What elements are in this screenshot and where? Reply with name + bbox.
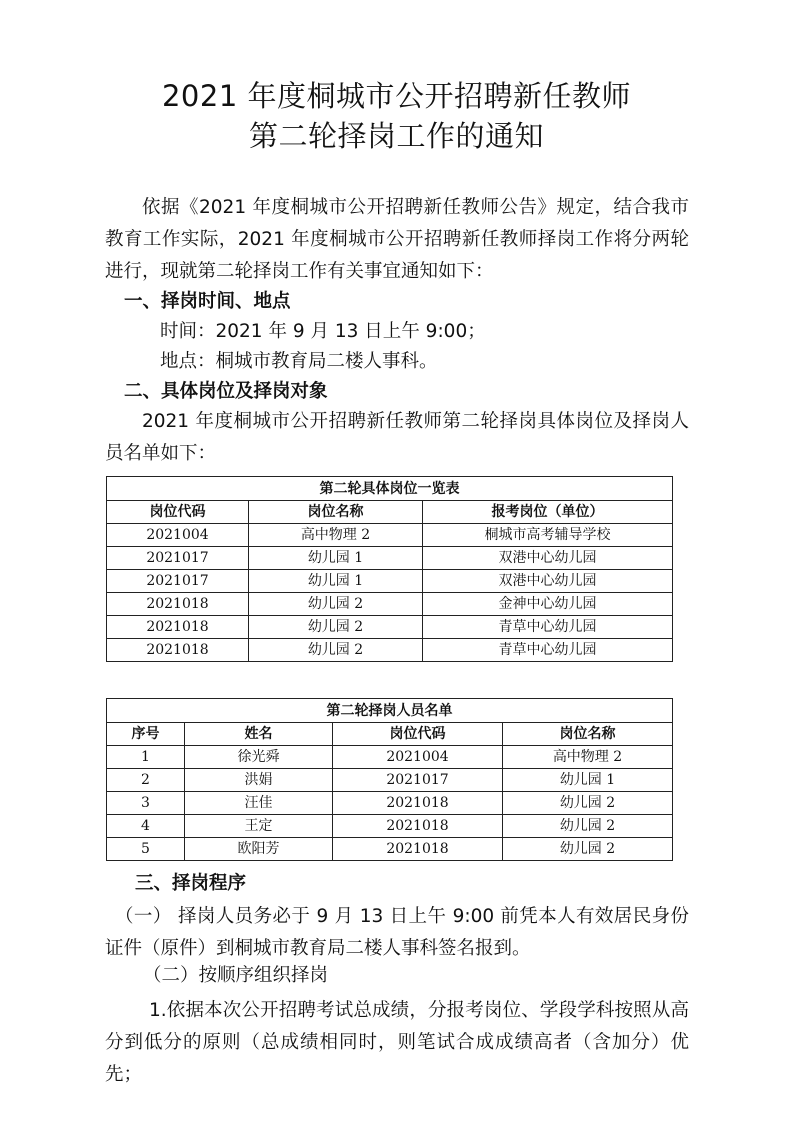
position-unit: 青草中心幼儿园 (423, 616, 673, 639)
candidates-header-code: 岗位代码 (333, 723, 503, 746)
candidate-name: 徐光舜 (185, 746, 333, 769)
position-code: 2021004 (107, 524, 249, 547)
candidate-position: 幼儿园 2 (503, 815, 673, 838)
candidate-name: 洪娟 (185, 769, 333, 792)
positions-header-name: 岗位名称 (249, 501, 423, 524)
candidate-code: 2021018 (333, 815, 503, 838)
section1-heading: 一、择岗时间、地点 (124, 291, 291, 312)
candidate-position: 幼儿园 2 (503, 792, 673, 815)
position-name: 幼儿园 1 (249, 547, 423, 570)
position-unit: 金神中心幼儿园 (423, 593, 673, 616)
position-unit: 双港中心幼儿园 (423, 547, 673, 570)
position-code: 2021018 (107, 616, 249, 639)
section2-heading: 二、具体岗位及择岗对象 (124, 381, 328, 402)
table-row (107, 838, 673, 861)
document-title-line1: 2021 年度桐城市公开招聘新任教师 (161, 79, 632, 113)
position-name: 高中物理 2 (249, 524, 423, 547)
table-row (107, 593, 673, 616)
candidates-table (106, 698, 673, 861)
candidates-table-caption: 第二轮择岗人员名单 (107, 699, 673, 723)
table-row (107, 639, 673, 662)
candidate-name: 欧阳芳 (185, 838, 333, 861)
candidate-code: 2021018 (333, 838, 503, 861)
section3-item3: 1.依据本次公开招聘考试总成绩，分报考岗位、学段学科按照从高分到低分的原则（总成绩相同时，则笔试合成成绩高者（含加分）优先； (105, 1000, 689, 1085)
candidate-index: 1 (107, 746, 185, 769)
section1-place: 地点：桐城市教育局二楼人事科。 (160, 351, 438, 372)
position-unit: 双港中心幼儿园 (423, 570, 673, 593)
table-row (107, 524, 673, 547)
positions-table (106, 476, 673, 662)
table-row (107, 792, 673, 815)
position-name: 幼儿园 2 (249, 593, 423, 616)
candidate-name: 汪佳 (185, 792, 333, 815)
table-row (107, 815, 673, 838)
section1-time: 时间：2021 年 9 月 13 日上午 9:00； (160, 321, 486, 342)
candidate-index: 2 (107, 769, 185, 792)
table-row (107, 746, 673, 769)
section3-item1: （一） 择岗人员务必于 9 月 13 日上午 9:00 前凭本人有效居民身份证件（原件）到桐城市教育局二楼人事科签名报到。 (105, 906, 689, 959)
position-name: 幼儿园 1 (249, 570, 423, 593)
candidate-position: 幼儿园 2 (503, 838, 673, 861)
candidate-position: 高中物理 2 (503, 746, 673, 769)
candidates-table-header-row (107, 723, 673, 746)
section3-item2: （二）按顺序组织择岗 (143, 965, 329, 986)
section2-text: 2021 年度桐城市公开招聘新任教师第二轮择岗具体岗位及择岗人员名单如下： (105, 411, 689, 464)
positions-header-unit: 报考岗位（单位） (423, 501, 673, 524)
section3-heading: 三、择岗程序 (135, 873, 247, 894)
candidate-code: 2021004 (333, 746, 503, 769)
position-code: 2021018 (107, 593, 249, 616)
position-unit: 桐城市高考辅导学校 (423, 524, 673, 547)
position-code: 2021017 (107, 570, 249, 593)
table-row (107, 616, 673, 639)
candidates-header-name: 姓名 (185, 723, 333, 746)
intro-paragraph: 依据《2021 年度桐城市公开招聘新任教师公告》规定，结合我市教育工作实际，2021 年度桐城市公开招聘新任教师择岗工作将分两轮进行，现就第二轮择岗工作有关事宜通知如下： (105, 197, 689, 282)
position-unit: 青草中心幼儿园 (423, 639, 673, 662)
positions-table-caption: 第二轮具体岗位一览表 (107, 477, 673, 501)
positions-table-header-row (107, 501, 673, 524)
position-code: 2021017 (107, 547, 249, 570)
candidate-code: 2021017 (333, 769, 503, 792)
document-title-line2: 第二轮择岗工作的通知 (248, 119, 544, 153)
table-row (107, 547, 673, 570)
candidate-index: 3 (107, 792, 185, 815)
candidates-header-position: 岗位名称 (503, 723, 673, 746)
position-name: 幼儿园 2 (249, 639, 423, 662)
positions-header-code: 岗位代码 (107, 501, 249, 524)
candidate-name: 王定 (185, 815, 333, 838)
candidate-code: 2021018 (333, 792, 503, 815)
candidate-position: 幼儿园 1 (503, 769, 673, 792)
position-name: 幼儿园 2 (249, 616, 423, 639)
table-row (107, 769, 673, 792)
candidates-header-index: 序号 (107, 723, 185, 746)
position-code: 2021018 (107, 639, 249, 662)
table-row (107, 570, 673, 593)
candidate-index: 5 (107, 838, 185, 861)
candidate-index: 4 (107, 815, 185, 838)
